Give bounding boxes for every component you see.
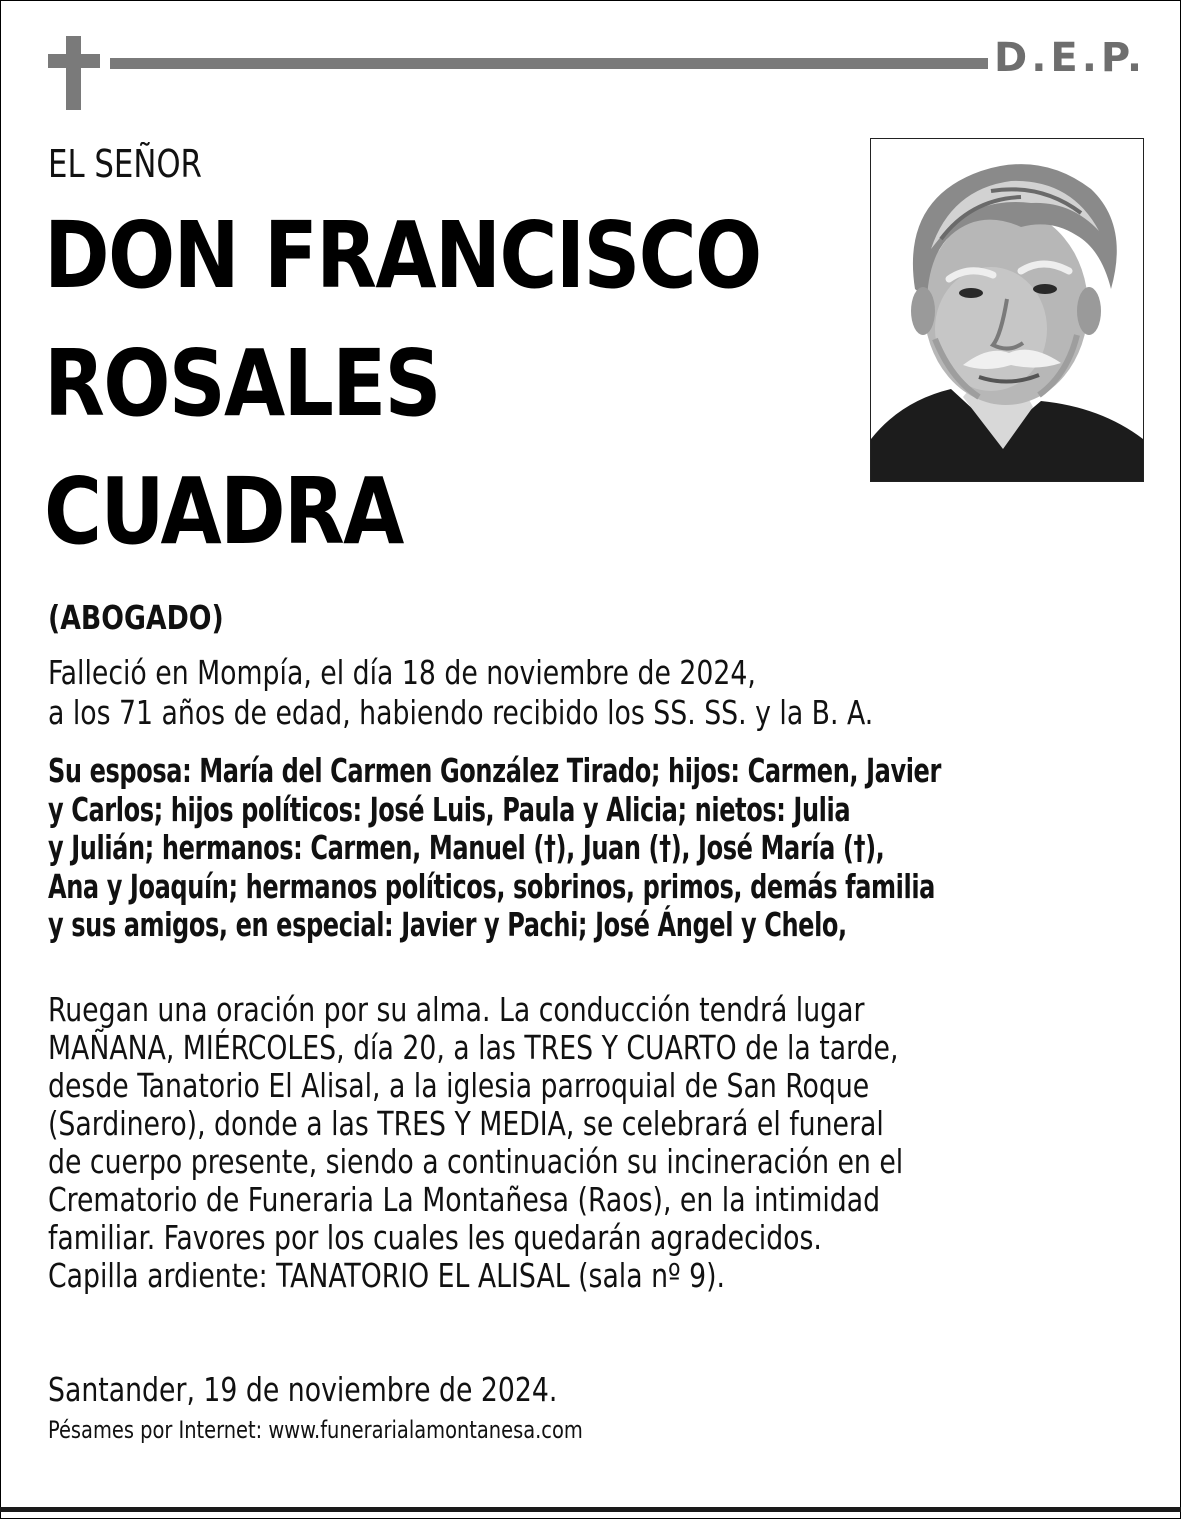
name-line: DON FRANCISCO — [44, 202, 761, 309]
death-details — [48, 653, 873, 733]
dep-label: D.E.P. — [994, 35, 1147, 81]
condolences-link[interactable]: Pésames por Internet: www.funerarialamontanesa.com — [48, 1416, 583, 1444]
name-line: CUADRA — [44, 458, 403, 565]
ceremony-details — [48, 991, 903, 1295]
family-line: y Carlos; hijos políticos: José Luis, Paula y Alicia; nietos: Julia — [48, 789, 851, 829]
family-list — [48, 752, 941, 945]
profession: (ABOGADO) — [48, 598, 224, 637]
family-line: Su esposa: María del Carmen González Tirado; hijos: Carmen, Javier — [48, 751, 941, 790]
death-line: a los 71 años de edad, habiendo recibido los SS. SS. y la B. A. — [48, 693, 874, 732]
ceremony-line: Ruegan una oración por su alma. La conducción tendrá lugar — [48, 990, 865, 1029]
ceremony-line: (Sardinero), donde a las TRES Y MEDIA, se celebrará el funeral — [48, 1104, 884, 1143]
ceremony-line: familiar. Favores por los cuales les quedarán agradecidos. — [48, 1218, 822, 1257]
header-rule — [110, 58, 988, 69]
death-line: Falleció en Mompía, el día 18 de noviembre de 2024, — [48, 653, 756, 692]
bottom-rule — [0, 1507, 1181, 1512]
family-line: y sus amigos, en especial: Javier y Pachi; José Ángel y Chelo, — [48, 905, 847, 944]
portrait-photo — [870, 138, 1144, 482]
place-and-date: Santander, 19 de noviembre de 2024. — [48, 1370, 558, 1409]
ceremony-line: MAÑANA, MIÉRCOLES, día 20, a las TRES Y CUARTO de la tarde, — [48, 1028, 899, 1067]
ceremony-line: desde Tanatorio El Alisal, a la iglesia parroquial de San Roque — [48, 1066, 870, 1105]
family-line: y Julián; hermanos: Carmen, Manuel (†), Juan (†), José María (†), — [48, 828, 885, 867]
ceremony-line: Capilla ardiente: TANATORIO EL ALISAL (sala nº 9). — [48, 1256, 726, 1295]
ceremony-line: de cuerpo presente, siendo a continuación su incineración en el — [48, 1142, 904, 1181]
name-line: ROSALES — [44, 330, 440, 437]
cross-icon — [48, 36, 100, 110]
family-line: Ana y Joaquín; hermanos políticos, sobrinos, primos, demás familia — [48, 866, 935, 906]
ceremony-line: Crematorio de Funeraria La Montañesa (Raos), en la intimidad — [48, 1180, 881, 1219]
title-prefix: EL SEÑOR — [48, 142, 202, 186]
deceased-name — [44, 192, 761, 576]
